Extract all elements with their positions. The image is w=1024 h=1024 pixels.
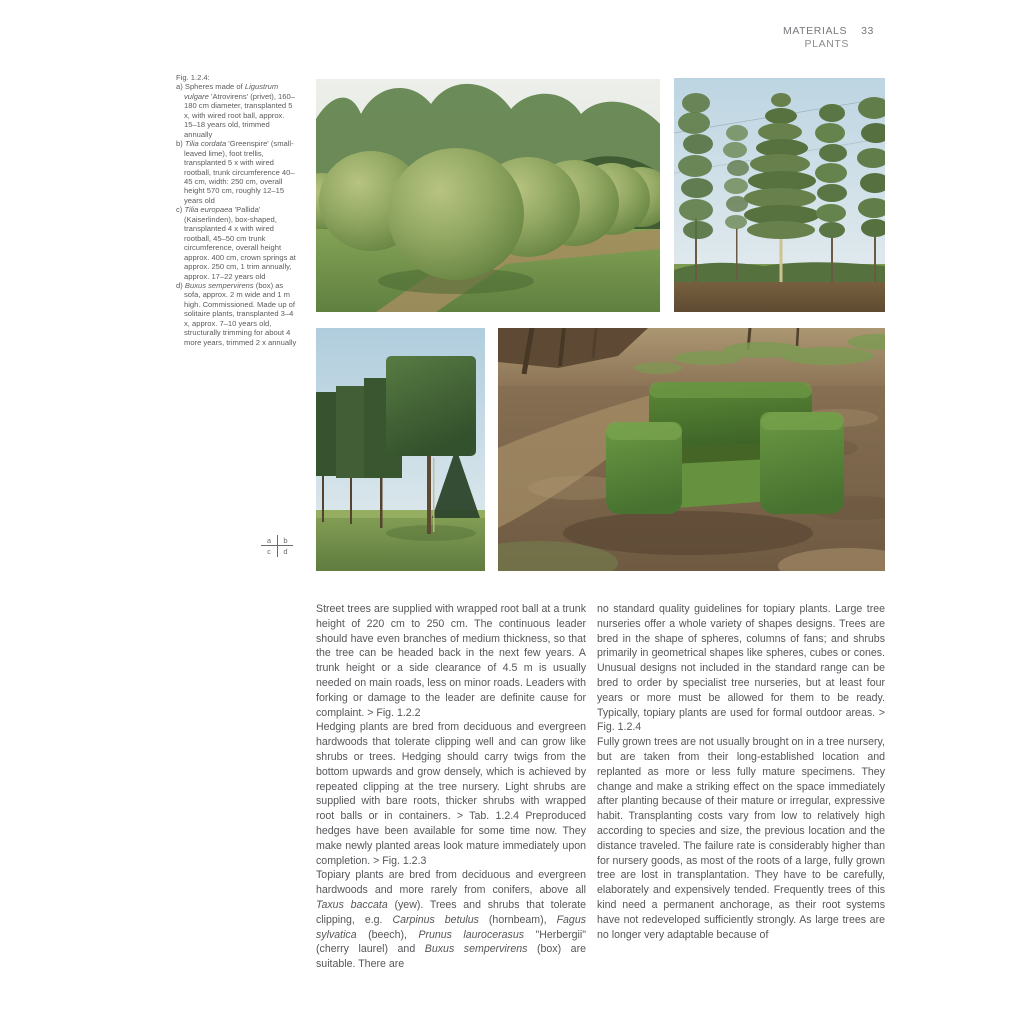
page-header [783, 25, 874, 51]
caption-item-label: d) [176, 280, 183, 290]
caption-item-text: Tilia europaea 'Pallida' (Kaiserlinden), box-shaped, transplanted 4 x with wired rootball, 45–50 cm trunk circumference, overall height approx. 400 cm, crown springs at approx. 250 cm, 1 trim annually, approx. 17–22 years old [184, 205, 296, 281]
photo-c-box-shaped-limes [316, 328, 485, 571]
left-column [316, 602, 586, 972]
caption-title: Fig. 1.2.4: [176, 73, 210, 82]
box-limes-illustration [316, 328, 485, 571]
photo-a-privet-spheres [316, 79, 660, 312]
key-cell-a: a [261, 535, 277, 546]
caption-item-text: Buxus sempervirens (box) as sofa, approx. 2 m wide and 1 m high. Commissioned. Made up of solitaire plants, transplanted 3–4 x, approx. 7–10 years old, structurally trimming for about 4 more years, trimmed 2 x annually [184, 280, 297, 347]
caption-item-b [176, 139, 299, 205]
key-cell-b: b [277, 535, 293, 546]
caption-item-text: Spheres made of Ligustrum vulgare 'Atrovirens' (privet), 160–180 cm diameter, transplanted 5 x, with wired root ball, approx. 15–18 years old, trimmed annually [184, 82, 295, 139]
box-sofa-illustration [498, 328, 885, 571]
page-number: 33 [861, 25, 874, 37]
paragraph-hedging-plants: Hedging plants are bred from deciduous and evergreen hardwoods that tolerate clipping well and can grow like shrubs or trees. Hedging should carry twigs from the bottom upwards and grow densely, which is achieved by repeated clipping at the tree nursery. Light shrubs are supplied with bare roots, thicker shrubs with wrapped root balls or in containers. > Tab. 1.2.4 Preproduced hedges have been available for some time now. They make newly planted areas look mature immediately upon completion. > Fig. 1.2.3 [316, 721, 586, 867]
caption-item-c [176, 205, 299, 281]
key-cell-c: c [267, 547, 271, 556]
photo-b-trellis-limes [674, 78, 885, 312]
subsection-title: PLANTS [804, 38, 849, 50]
caption-item-a [176, 82, 299, 139]
caption-item-label: b) [176, 139, 183, 149]
key-cell-d: d [277, 546, 293, 557]
privet-spheres-illustration [316, 79, 660, 312]
section-title: MATERIALS [782, 25, 848, 37]
trellis-limes-illustration [674, 78, 885, 312]
paragraph-topiary-plants: Topiary plants are bred from deciduous and evergreen hardwoods and more rarely from conifers, above all Taxus baccata (yew). Trees and shrubs that tolerate clipping, e.g. Carpinus betulus (hornbeam), Fagus sylvatica (beech), Prunus laurocerasus "Herbergii" (cherry laurel) and Buxus sempervirens (box) are suitable. There are [316, 869, 587, 971]
caption-item-text: Tilia cordata 'Greenspire' (small-leaved lime), foot trellis, transplanted 5 x with wired rootball, trunk circumference 40–45 cm, width: 250 cm, overall height 570 cm, roughly 12–15 years old [184, 139, 295, 205]
figure-caption [176, 73, 299, 347]
caption-item-label: a) [176, 82, 183, 92]
paragraph-topiary-standards: no standard quality guidelines for topiary plants. Large tree nurseries offer a whole variety of shapes designs. Trees are bred in the shape of spheres, columns of fans; and shrubs primarily in geometrical shapes like spheres, cubes or cones. Unusual designs not included in the standard range can be bred to order by specialist tree nurseries, but at least four years or more must be allowed for them to be ready. Typically, topiary plants are used for formal outdoor areas. > Fig. 1.2.4 [597, 603, 885, 734]
figure-key [261, 535, 293, 557]
paragraph-street-trees: Street trees are supplied with wrapped root ball at a trunk height of 220 cm to 250 cm. The continuous leader should have even branches of medium thickness, so that the tree can be headed back in the next few years. A trunk height or a side clearance of 4.5 m is usually needed on main roads, less on minor roads. Leaders with forking or damage to the leader are definite cause for complaint. > Fig. 1.2.2 [316, 603, 586, 719]
right-column [597, 602, 885, 942]
photo-d-box-sofa [498, 328, 885, 571]
paragraph-fully-grown-trees: Fully grown trees are not usually brought on in a tree nursery, but are taken from their long-established location and replanted as more or less fully mature specimens. They change and make a striking effect on the space immediately after planting because of their mature or irregular, expressive habit. Transplanting costs vary from low to relatively high according to species and size, the previous location and the distance traveled. The failure rate is considerably higher than for nursery goods, as most of the roots of a large, fully grown tree are lost in transplantation. They have to be carefully, elaborately and expensively tended. Frequently trees of this kind need a permanent anchorage, as their root systems have not redeveloped sufficiently strongly. As large trees are no longer very adaptable because of [597, 736, 885, 941]
caption-item-label: c) [176, 205, 183, 215]
caption-item-d [176, 281, 299, 347]
